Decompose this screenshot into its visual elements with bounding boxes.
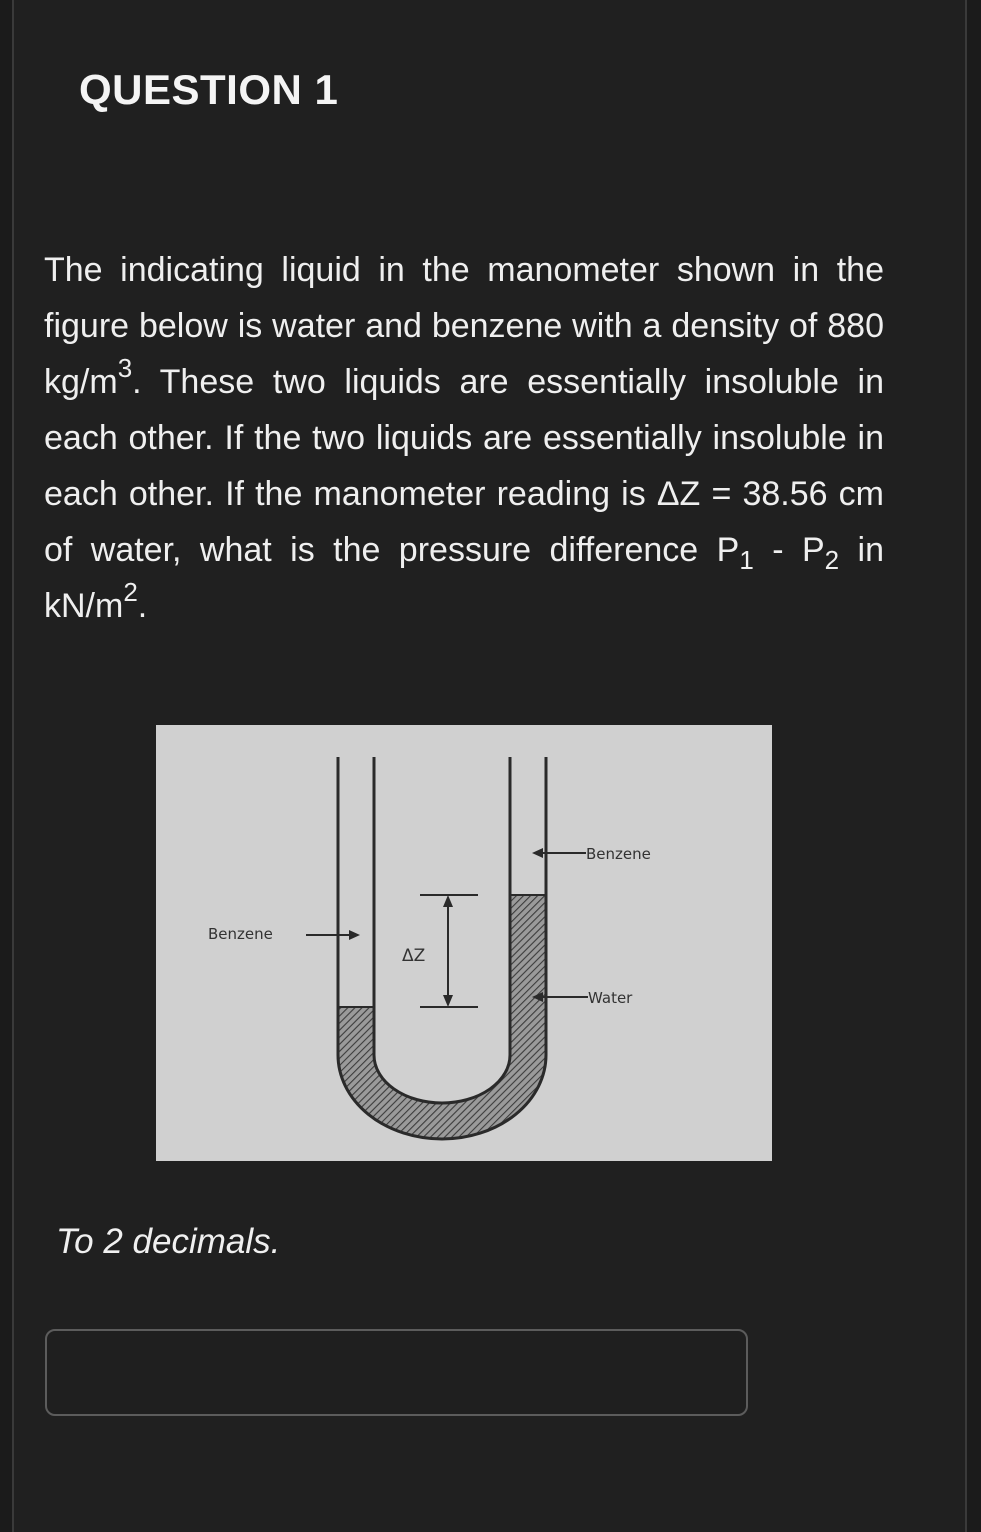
- question-text-part: .: [137, 587, 148, 625]
- water-label: Water: [588, 989, 633, 1007]
- manometer-figure: [156, 725, 772, 1161]
- question-title: QUESTION 1: [79, 66, 339, 113]
- benzene-right-label: Benzene: [586, 845, 651, 863]
- manometer-diagram: [156, 725, 772, 1161]
- question-text-part: The indicating liquid in the manometer shown in the figure below is water and benzene with a density of 880 kg/m: [44, 251, 884, 401]
- question-text: [44, 242, 884, 634]
- benzene-left-label: Benzene: [208, 925, 273, 943]
- question-card: [12, 0, 967, 1532]
- subscript: 1: [739, 544, 754, 575]
- precision-hint: To 2 decimals.: [56, 1222, 281, 1261]
- subscript: 2: [824, 544, 840, 575]
- question-text-part: . These two liquids are essentially insoluble in each other. If the two liquids are essentially insoluble in each other. If the manometer reading is ΔZ = 38.56 cm of water, what is the pressure difference P: [44, 363, 884, 569]
- superscript: 3: [117, 352, 133, 383]
- u-tube-inner: [374, 757, 510, 1103]
- question-text-part: - P: [753, 531, 825, 569]
- answer-input[interactable]: [45, 1329, 748, 1416]
- delta-z-label: ΔZ: [402, 946, 426, 966]
- question-text-part: in kN/m: [44, 531, 884, 625]
- superscript: 2: [123, 576, 138, 607]
